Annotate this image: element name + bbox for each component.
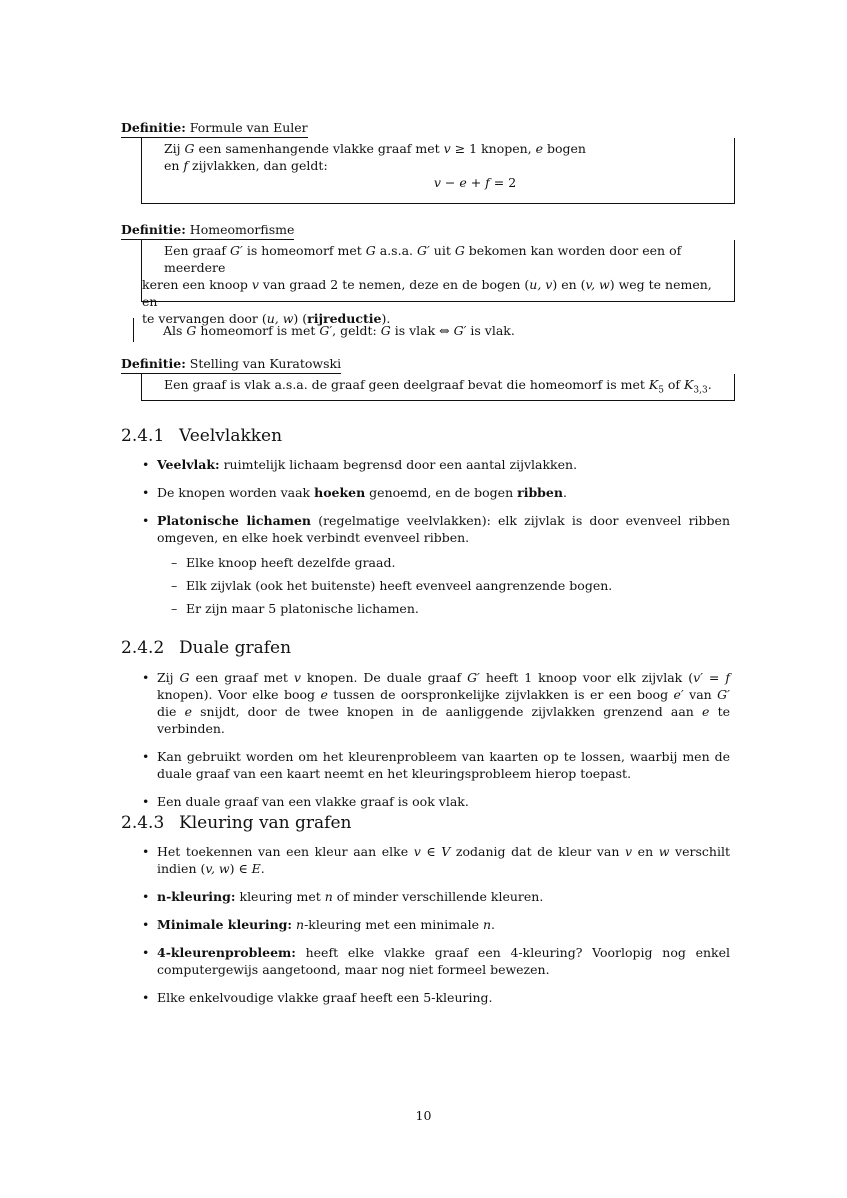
list-item: • Een duale graaf van een vlakke graaf is ook vlak. (140, 793, 730, 810)
definition-homeomorfisme-line-2: keren een knoop v van graad 2 te nemen, deze en de bogen (u, v) en (v, w) weg te nemen, en (142, 277, 712, 309)
rijreductie-term: rijreductie (307, 311, 382, 326)
list-item: • De knopen worden vaak hoeken genoemd, en de bogen ribben. (140, 484, 730, 501)
definition-euler-line-2: en f zijvlakken, dan geldt: (164, 158, 328, 173)
remark-homeomorf-vlak: Als G homeomorf is met G′, geldt: G is vlak ⇔ G′ is vlak. (163, 323, 515, 338)
platonische-sublist (157, 554, 730, 617)
list-item: • Veelvlak: ruimtelijk lichaam begrensd door een aantal zijvlakken. (140, 456, 730, 473)
list-item: • Elke enkelvoudige vlakke graaf heeft een 5-kleuring. (140, 989, 730, 1006)
sub-list-item: – Elke knoop heeft dezelfde graad. (157, 554, 730, 571)
sub-list-item: – Elk zijvlak (ook het buitenste) heeft evenveel aangrenzende bogen. (157, 577, 730, 594)
definition-homeomorfisme-title: Definitie: Homeomorfisme (121, 221, 294, 240)
definition-euler-line-1: Zij G een samenhangende vlakke graaf met v ≥ 1 knopen, e bogen (164, 141, 586, 156)
remark-sideline (133, 318, 134, 342)
euler-formula: v − e + f = 2 (433, 175, 517, 190)
section-heading-kleuring: 2.4.3 Kleuring van grafen (121, 813, 352, 833)
section-heading-duale-grafen: 2.4.2 Duale grafen (121, 638, 292, 658)
duale-grafen-list (140, 669, 730, 821)
list-item: • Het toekennen van een kleur aan elke v ∈ V zodanig dat de kleur van v en w verschilt indien (v, w) ∈ E. (140, 843, 730, 877)
definition-kuratowski-line-1: Een graaf is vlak a.s.a. de graaf geen deelgraaf bevat die homeomorf is met $K_5$ of $K_{3,3}$. (164, 377, 712, 396)
definition-euler-title: Definitie: Formule van Euler (121, 119, 308, 138)
definition-kuratowski-box (141, 374, 735, 401)
list-item: • n-kleuring: kleuring met n of minder verschillende kleuren. (140, 888, 730, 905)
list-item: • Kan gebruikt worden om het kleurenprobleem van kaarten op te lossen, waarbij men de duale graaf van een kaart neemt en het kleuringsprobleem hierop toepast. (140, 748, 730, 782)
page-number: 10 (415, 1108, 432, 1123)
definition-homeomorfisme-box (141, 240, 735, 326)
kleuring-list (140, 843, 730, 1017)
list-item: • Zij G een graaf met v knopen. De duale graaf G′ heeft 1 knoop voor elk zijvlak (v′ = f knopen). Voor elke boog e tussen de oorspronkelijke zijvlakken is er een boog e′ van G′ die e snijdt, door de twee knopen in de aanliggende zijvlakken grenzend aan e te verbinden. (140, 669, 730, 737)
sub-list-item: – Er zijn maar 5 platonische lichamen. (157, 600, 730, 617)
list-item: • 4-kleurenprobleem: heeft elke vlakke graaf een 4-kleuring? Voorlopig nog enkel computergewijs aangetoond, maar nog niet formeel bewezen. (140, 944, 730, 978)
definition-euler-box (141, 138, 735, 204)
section-heading-veelvlakken: 2.4.1 Veelvlakken (121, 426, 283, 446)
definition-homeomorfisme-line-3: te vervangen door (u, w) (rijreductie). (142, 311, 391, 326)
definition-homeomorfisme-line-1: Een graaf G′ is homeomorf met G a.s.a. G′ uit G bekomen kan worden door een of meerdere (164, 243, 682, 275)
list-item: • Minimale kleuring: n-kleuring met een minimale n. (140, 916, 730, 933)
veelvlakken-list (140, 456, 730, 628)
definition-kuratowski-title: Definitie: Stelling van Kuratowski (121, 355, 341, 374)
list-item: • Platonische lichamen (regelmatige veelvlakken): elk zijvlak is door evenveel ribben omgeven, en elke hoek verbindt evenveel ribben. – Elke knoop heeft dezelfde graad. – Elk zijvlak (ook het buitenste) heeft evenveel aangrenzende bogen. – Er zijn maar 5 platonische lichamen. (140, 512, 730, 617)
